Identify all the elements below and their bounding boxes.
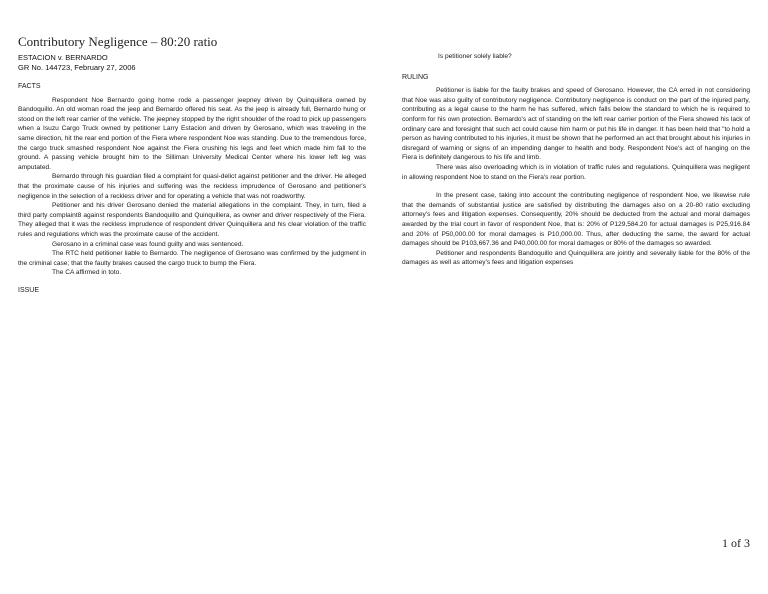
left-column	[18, 82, 366, 299]
facts-paragraph: Gerosano in a criminal case was found guilty and was sentenced.	[52, 240, 244, 248]
facts-paragraph: Petitioner and his driver Gerosano denied the material allegations in the complaint. They, in turn, filed a third party complaint8 against respondents Bandoquillo and Quinquillera, as owner and driver respectively of the Fiera. They alleged that it was the reckless imprudence of respondent driver Quinquillera and his clear violation of the traffic rules and regulations which was the proximate cause of the accident.	[18, 202, 366, 238]
issue-heading: ISSUE	[18, 286, 40, 294]
facts-heading: FACTS	[18, 83, 41, 90]
issue-question: Is petitioner solely liable?	[438, 53, 512, 60]
page-indicator: 1 of 3	[722, 536, 750, 550]
facts-paragraph: Bernardo through his guardian filed a complaint for quasi-delict against petitioner and the driver. He alleged that the proximate cause of his injuries and suffering was the reckless imprudence of Gerosano and petitioner's negligence in the selection of a reckless driver and for operating a vehicle that was not roadworthy.	[18, 173, 366, 200]
ruling-paragraph: Petitioner and respondents Bandoquillo and Quinquillera are jointly and severally liable for the 80% of the damages as well as attorney's fees and litigation expenses	[402, 249, 750, 267]
facts-paragraph: The CA affirmed in toto.	[52, 269, 122, 277]
ruling-paragraph: In the present case, taking into account the contributing negligence of respondent Noe, we likewise rule that the demands of substantial justice are satisfied by distributing the damages also on a 20-80 ratio excluding attorney's fees and litigation expenses. Consequently, 20% should be deducted from the actual and moral damages awarded by the trial court in favor of respondent Noe, that is: 20% of P129,584.20 for actual damages is P25,916.84 and 20% of P50,000.00 for moral damages is P10,000.00. Thus, after deducting the same, the award for actual damages should be P103,667.36 and P40,000.00 for moral damages or 80% of the damages so awarded.	[402, 192, 750, 248]
ruling-paragraph: There was also overloading which is in violation of traffic rules and regulations. Quinquillera was negligent in allowing respondent Noe to stand on the Fiera's rear portion.	[402, 163, 750, 181]
right-column	[402, 52, 750, 268]
case-name: ESTACION v. BERNARDO	[18, 53, 108, 62]
ruling-heading: RULING	[402, 73, 429, 81]
facts-paragraph: The RTC held petitioner liable to Bernardo. The negligence of Gerosano was confirmed by the judgment in the criminal case; that the faulty brakes caused the cargo truck to bump the Fiera.	[18, 250, 366, 267]
document-title: Contributory Negligence – 80:20 ratio	[18, 34, 218, 49]
facts-paragraph: Respondent Noe Bernardo going home rode a passenger jeepney driven by Quinquillera owned by Bandoquillo. An old woman road the jeep and Bernardo offered his seat. As the jeep is already full, Bernardo hung or stood on the left rear carrier of the vehicle. The jeepney stopped by the right shoulder of the road to pick up passengers when a Isuzu Cargo Truck owned by petitioner Larry Estacion and driven by Gerosano, which was traveling in the same direction, hit the rear end portion of the Fiera where respondent Noe was standing. Due to the tremendous force, the cargo truck smashed respondent Noe against the Fiera crushing his legs and feet which made him fall to the ground. A passing vehicle brought him to the Silliman University Medical Center where his lower left leg was amputated.	[18, 96, 366, 171]
case-number: GR No. 144723, February 27, 2006	[18, 63, 136, 72]
ruling-paragraph: Petitioner is liable for the faulty brakes and speed of Gerosano. However, the CA erred in not considering that Noe was also guilty of contributory negligence. Contributory negligence is conduct on the part of the injured party, contributing as a legal cause to the harm he has suffered, which falls below the standard to which he is required to conform for his own protection. Bernardo's act of standing on the left rear carrier portion of the Fiera showed his lack of ordinary care and foresight that such act could cause him harm or put his life in danger. It has been held that "to hold a person as having contributed to his injuries, it must be shown that he performed an act that brought about his injuries in disregard of warning or signs of an impending danger to health and body. Respondent Noe's act of hanging on the Fiera is definitely dangerous to his life and limb.	[402, 87, 750, 162]
